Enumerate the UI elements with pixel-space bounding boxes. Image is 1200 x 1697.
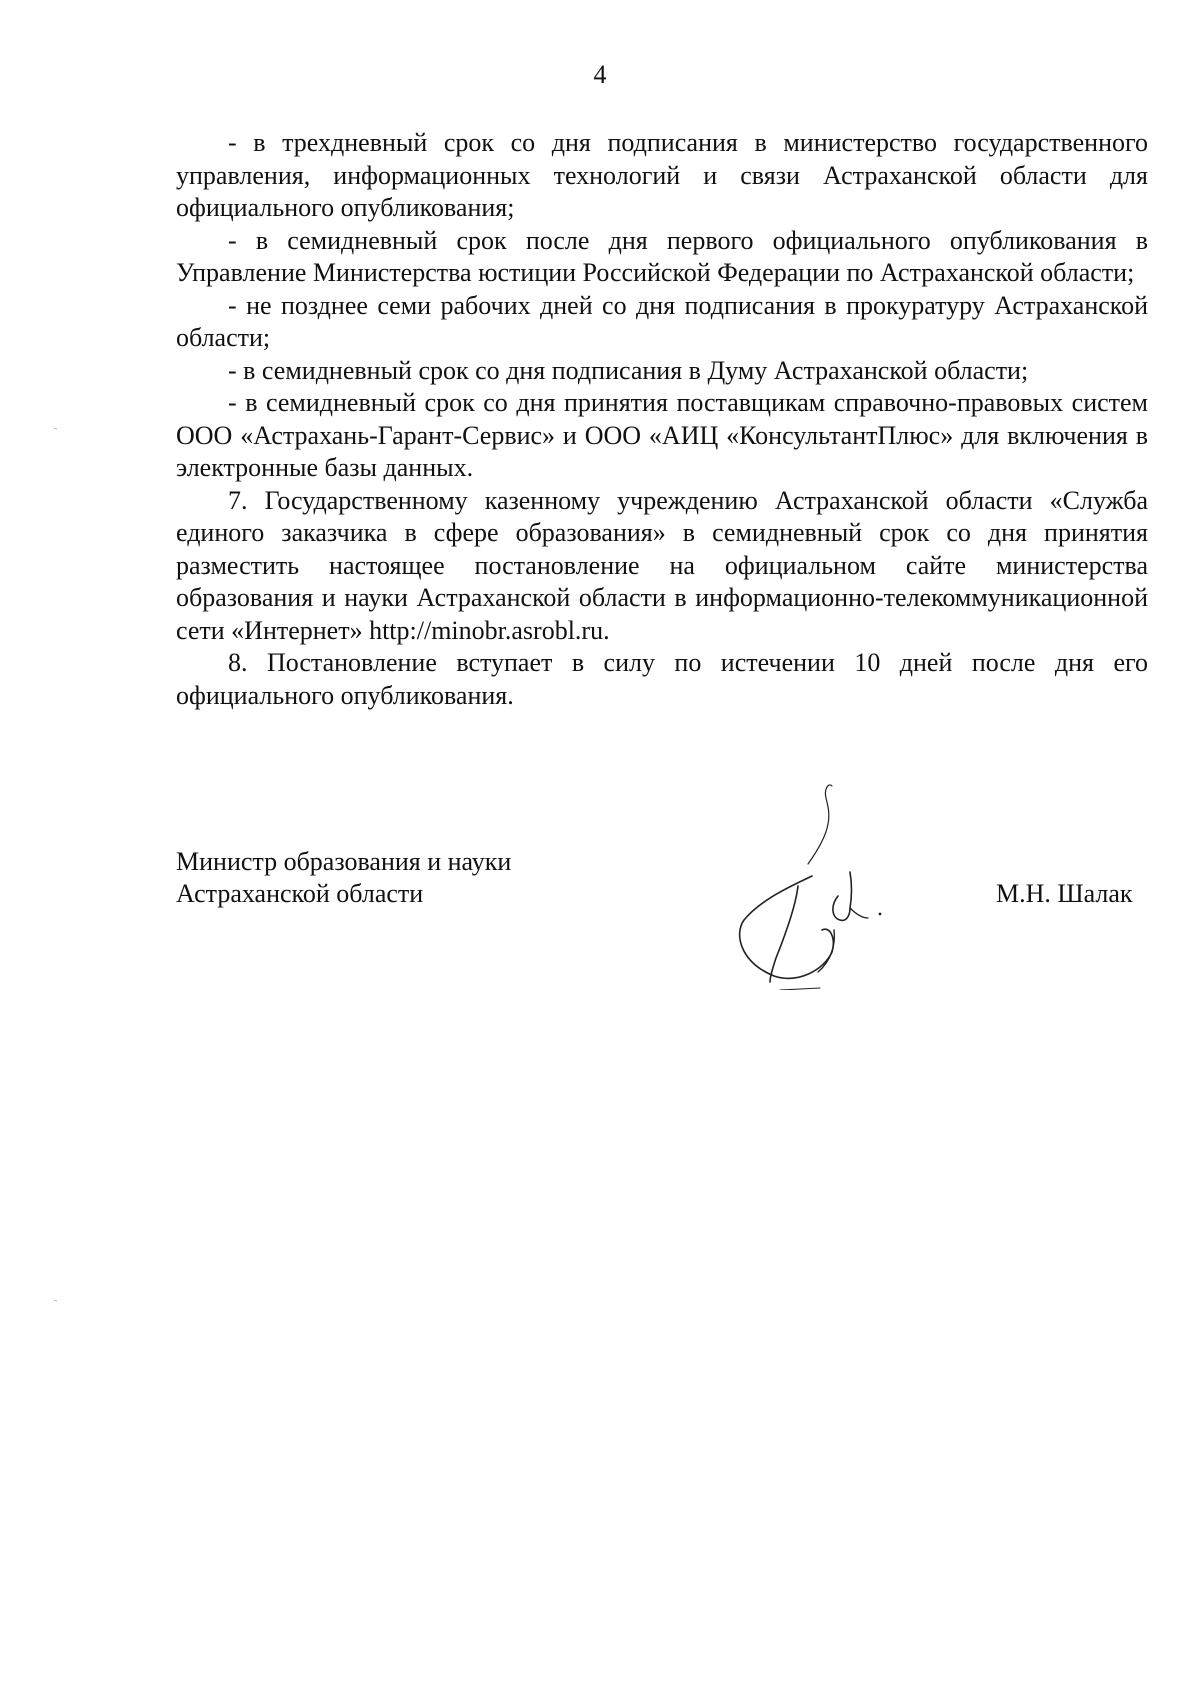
margin-mark xyxy=(54,428,57,429)
margin-mark xyxy=(54,1300,57,1301)
signatory-position xyxy=(176,846,511,910)
paragraph-item-7: 7. Государственному казенному учреждению Астраханской области «Служба единого заказчика в сфере образования» в семидневный срок со дня принятия разместить настоящее постановление на официальном сайте министерства образования и науки Астраханской области в информационно-телекоммуникационной сети «Интернет» http://minobr.asrobl.ru. xyxy=(176,485,1148,645)
paragraph-justice-ministry-deadline: - в семидневный срок после дня первого официального опубликования в Управление Министерства юстиции Российской Федерации по Астраханской области; xyxy=(176,225,1148,287)
page-number: 4 xyxy=(593,60,607,89)
paragraph-legal-systems-deadline: - в семидневный срок со дня принятия поставщикам справочно-правовых систем ООО «Астрахань-Гарант-Сервис» и ООО «АИЦ «КонсультантПлюс» для включения в электронные базы данных. xyxy=(176,388,1148,482)
paragraph-item-8: 8. Постановление вступает в силу по истечении 10 дней после дня его официального опубликования. xyxy=(176,648,1148,710)
signatory-position-line-2: Астраханской области xyxy=(176,879,424,908)
document-body xyxy=(176,127,1148,712)
signatory-position-line-1: Министр образования и науки xyxy=(176,847,512,876)
paragraph-duma-deadline: - в семидневный срок со дня подписания в Думу Астраханской области; xyxy=(228,355,1029,385)
handwritten-signature xyxy=(700,780,900,990)
paragraph-prosecutor-deadline: - не позднее семи рабочих дней со дня подписания в прокуратуру Астраханской области; xyxy=(176,290,1148,352)
paragraph-publication-deadline: - в трехдневный срок со дня подписания в министерство государственного управления, информационных технологий и связи Астраханской области для официального опубликования; xyxy=(176,128,1148,222)
signatory-name: М.Н. Шалак xyxy=(996,879,1133,908)
